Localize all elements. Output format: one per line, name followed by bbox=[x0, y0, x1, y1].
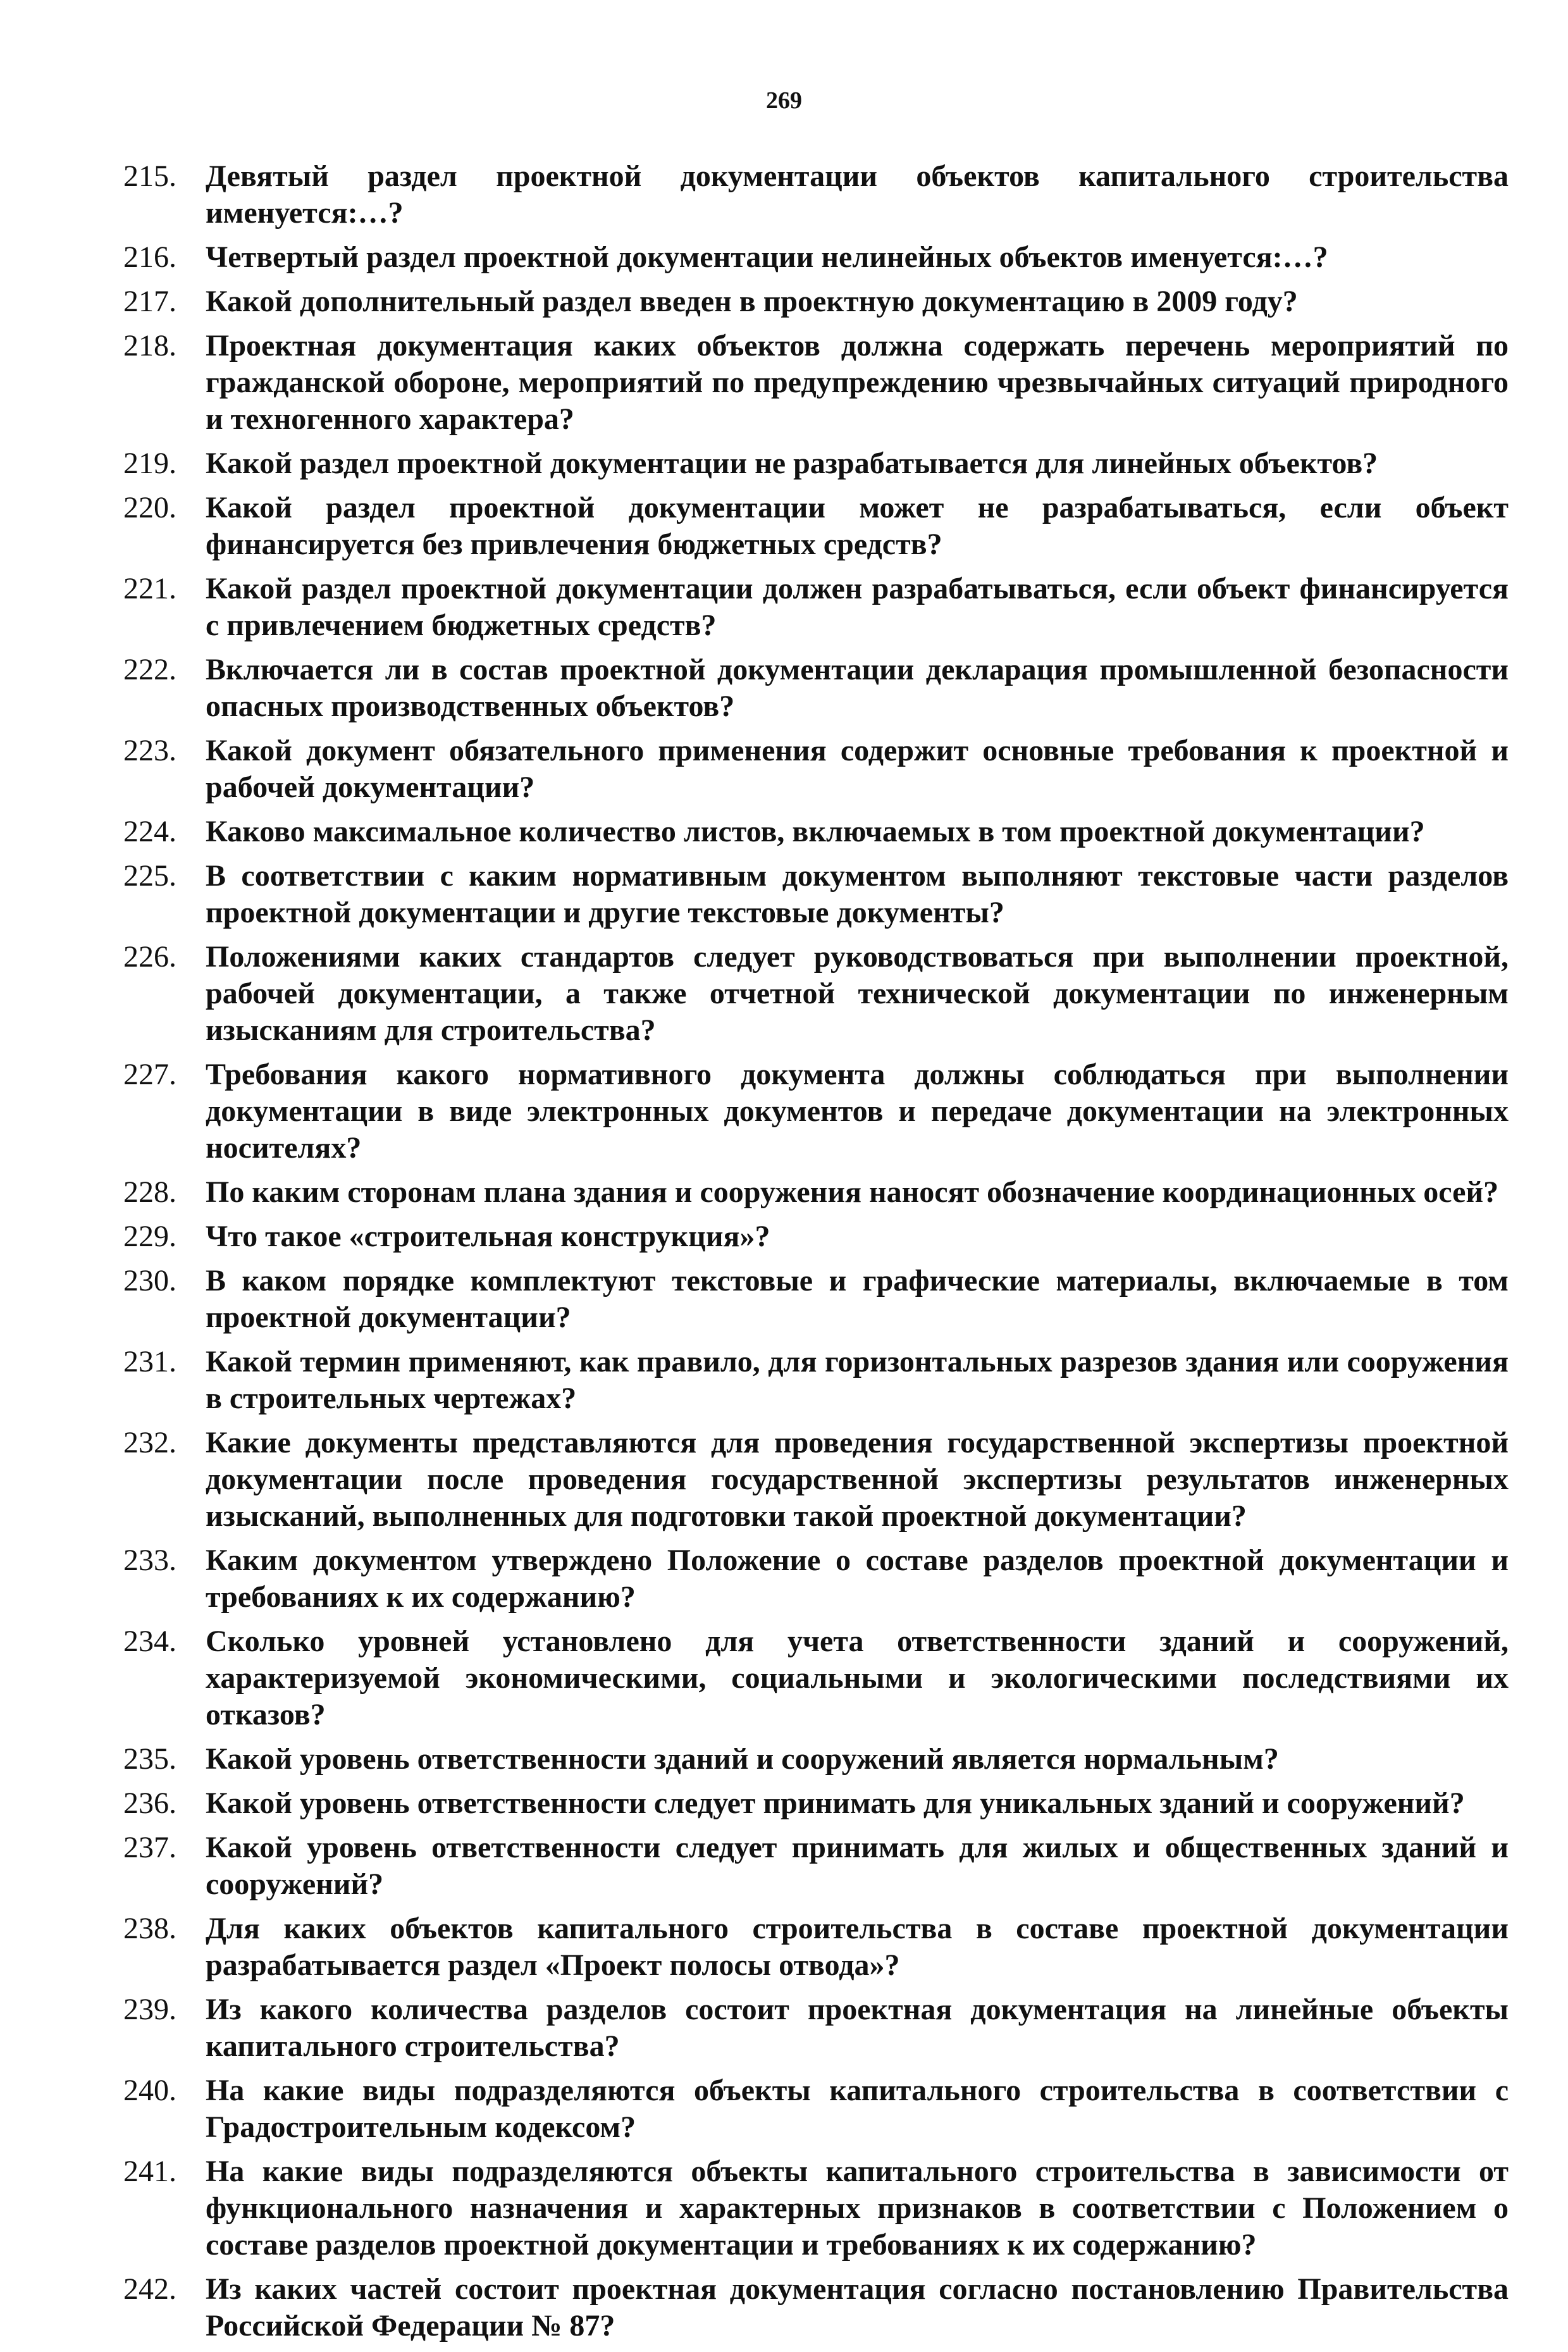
question-item bbox=[123, 2271, 1509, 2344]
question-text: Какой дополнительный раздел введен в проектную документацию в 2009 году? bbox=[206, 285, 1298, 318]
question-number: 240. bbox=[123, 2074, 176, 2107]
question-item bbox=[123, 1741, 1509, 1778]
question-number: 242. bbox=[123, 2272, 176, 2306]
question-text: Что такое «строительная конструкция»? bbox=[206, 1220, 770, 1253]
question-number: 227. bbox=[123, 1058, 176, 1091]
question-text: Из какого количества разделов состоит проектная документация на линейные объекты капитального строительства? bbox=[206, 1993, 1509, 2063]
question-item bbox=[123, 158, 1509, 232]
question-item bbox=[123, 1910, 1509, 1984]
question-number: 221. bbox=[123, 572, 176, 605]
question-item bbox=[123, 1785, 1509, 1822]
question-item bbox=[123, 571, 1509, 644]
question-text: Требования какого нормативного документа должны соблюдаться при выполнении документации в виде электронных документов и передаче документации на электронных носителях? bbox=[206, 1058, 1509, 1165]
question-number: 216. bbox=[123, 240, 176, 274]
question-item bbox=[123, 2072, 1509, 2146]
question-item bbox=[123, 1218, 1509, 1255]
question-number: 222. bbox=[123, 653, 176, 686]
question-item bbox=[123, 1344, 1509, 1417]
question-item bbox=[123, 652, 1509, 725]
question-item bbox=[123, 283, 1509, 320]
question-item bbox=[123, 239, 1509, 276]
question-number: 225. bbox=[123, 859, 176, 893]
question-number: 215. bbox=[123, 159, 176, 193]
question-text: Какой уровень ответственности следует принимать для жилых и общественных зданий и сооружений? bbox=[206, 1831, 1509, 1901]
question-number: 233. bbox=[123, 1544, 176, 1577]
question-item bbox=[123, 490, 1509, 563]
question-number: 239. bbox=[123, 1993, 176, 2026]
question-number: 231. bbox=[123, 1345, 176, 1378]
question-text: Каково максимальное количество листов, включаемых в том проектной документации? bbox=[206, 815, 1425, 848]
question-item bbox=[123, 1829, 1509, 1903]
question-item bbox=[123, 1174, 1509, 1211]
question-list bbox=[123, 158, 1509, 2352]
question-text: В каком порядке комплектуют текстовые и графические материалы, включаемые в том проектной документации? bbox=[206, 1264, 1509, 1334]
question-text: На какие виды подразделяются объекты капитального строительства в соответствии с Градостроительным кодексом? bbox=[206, 2074, 1509, 2144]
question-text: Какой раздел проектной документации должен разрабатываться, если объект финансируется с привлечением бюджетных средств? bbox=[206, 572, 1509, 642]
question-number: 236. bbox=[123, 1786, 176, 1820]
question-number: 234. bbox=[123, 1625, 176, 1658]
question-number: 219. bbox=[123, 447, 176, 480]
question-text: Из каких частей состоит проектная документация согласно постановлению Правительства Российской Федерации № 87? bbox=[206, 2272, 1509, 2343]
question-item bbox=[123, 939, 1509, 1049]
question-text: Какой раздел проектной документации не разрабатывается для линейных объектов? bbox=[206, 447, 1378, 480]
question-number: 226. bbox=[123, 940, 176, 974]
question-item bbox=[123, 1623, 1509, 1733]
question-item bbox=[123, 1425, 1509, 1535]
question-item bbox=[123, 1263, 1509, 1336]
question-text: Каким документом утверждено Положение о составе разделов проектной документации и требованиях к их содержанию? bbox=[206, 1544, 1509, 1614]
question-text: Какие документы представляются для проведения государственной экспертизы проектной документации после проведения государственной экспертизы результатов инженерных изысканий, выполненных для подготовки такой проектной документации? bbox=[206, 1426, 1509, 1533]
question-number: 229. bbox=[123, 1220, 176, 1253]
question-item bbox=[123, 1542, 1509, 1616]
question-number: 237. bbox=[123, 1831, 176, 1864]
question-text: Включается ли в состав проектной документации декларация промышленной безопасности опасных производственных объектов? bbox=[206, 653, 1509, 723]
question-number: 238. bbox=[123, 1912, 176, 1945]
question-number: 217. bbox=[123, 285, 176, 318]
question-item bbox=[123, 2153, 1509, 2263]
question-text: Четвертый раздел проектной документации нелинейных объектов именуется:…? bbox=[206, 240, 1328, 274]
question-text: По каким сторонам плана здания и сооружения наносят обозначение координационных осей? bbox=[206, 1175, 1499, 1209]
question-number: 230. bbox=[123, 1264, 176, 1297]
question-text: Положениями каких стандартов следует руководствоваться при выполнении проектной, рабочей документации, а также отчетной технической документации по инженерным изысканиям для строительства? bbox=[206, 940, 1509, 1047]
question-number: 224. bbox=[123, 815, 176, 848]
question-number: 218. bbox=[123, 329, 176, 362]
question-number: 228. bbox=[123, 1175, 176, 1209]
question-text: Для каких объектов капитального строительства в составе проектной документации разрабатывается раздел «Проект полосы отвода»? bbox=[206, 1912, 1509, 1982]
question-text: Сколько уровней установлено для учета ответственности зданий и сооружений, характеризуемой экономическими, социальными и экологическими последствиями их отказов? bbox=[206, 1625, 1509, 1731]
question-number: 232. bbox=[123, 1426, 176, 1459]
question-number: 220. bbox=[123, 491, 176, 524]
question-item bbox=[123, 445, 1509, 482]
question-item bbox=[123, 328, 1509, 438]
question-text: Какой уровень ответственности следует принимать для уникальных зданий и сооружений? bbox=[206, 1786, 1465, 1820]
question-item bbox=[123, 858, 1509, 931]
question-number: 223. bbox=[123, 734, 176, 767]
question-item bbox=[123, 1991, 1509, 2065]
question-text: Какой уровень ответственности зданий и сооружений является нормальным? bbox=[206, 1742, 1279, 1776]
question-text: Какой документ обязательного применения содержит основные требования к проектной и рабочей документации? bbox=[206, 734, 1509, 804]
question-text: Какой раздел проектной документации может не разрабатываться, если объект финансируется без привлечения бюджетных средств? bbox=[206, 491, 1509, 561]
question-item bbox=[123, 1056, 1509, 1167]
question-text: Какой термин применяют, как правило, для горизонтальных разрезов здания или сооружения в строительных чертежах? bbox=[206, 1345, 1509, 1415]
question-text: Девятый раздел проектной документации объектов капитального строительства именуется:…? bbox=[206, 159, 1509, 230]
question-item bbox=[123, 733, 1509, 806]
question-text: В соответствии с каким нормативным документом выполняют текстовые части разделов проектной документации и другие текстовые документы? bbox=[206, 859, 1509, 929]
page-number: 269 bbox=[766, 87, 802, 114]
question-number: 241. bbox=[123, 2155, 176, 2188]
question-number: 235. bbox=[123, 1742, 176, 1776]
question-text: Проектная документация каких объектов должна содержать перечень мероприятий по гражданской обороне, мероприятий по предупреждению чрезвычайных ситуаций природного и техногенного характера? bbox=[206, 329, 1509, 436]
question-text: На какие виды подразделяются объекты капитального строительства в зависимости от функционального назначения и характерных признаков в соответствии с Положением о составе разделов проектной документации и требованиях к их содержанию? bbox=[206, 2155, 1509, 2262]
question-item bbox=[123, 814, 1509, 850]
